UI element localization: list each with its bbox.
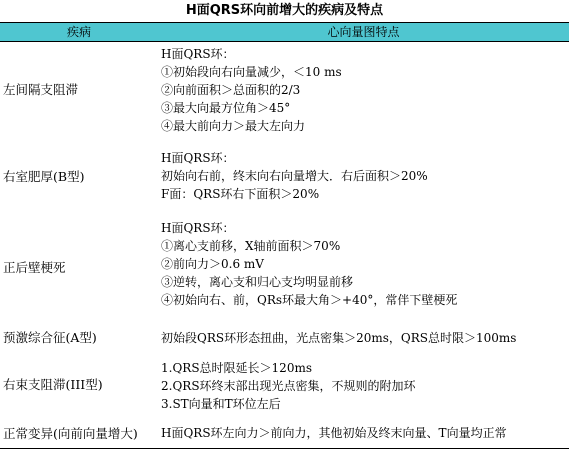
feature-list [161, 45, 342, 135]
table-bottom-rule [0, 448, 569, 449]
feature-line: ②前向力＞0.6 mV [161, 257, 264, 271]
feature-line: ④最大前向力＞最大左向力 [161, 119, 306, 133]
table-title: H面QRS环向前增大的疾病及特点 [185, 3, 384, 18]
feature-line: 2.QRS环终末部出现光点密集，不规则的附加环 [161, 379, 416, 393]
feature-line: 3.ST向量和T环位左后 [161, 397, 281, 411]
feature-line: ②向前面积＞总面积的2/3 [161, 83, 301, 97]
feature-line: H面QRS环： [161, 47, 235, 61]
feature-line: 初始向右前，终末向右向量增大．右后面积＞20% [161, 169, 428, 183]
disease-name: 右室肥厚(B型) [3, 169, 85, 184]
feature-line: 初始段QRS环形态扭曲，光点密集＞20ms，QRS总时限＞100ms [161, 331, 517, 345]
feature-line: 1.QRS总时限延长＞120ms [161, 361, 312, 375]
table-row [0, 356, 569, 414]
disease-name: 左间隔支阻滞 [3, 82, 79, 97]
table-row [0, 144, 569, 214]
feature-line: ③最大向最方位角＞45° [161, 101, 291, 115]
feature-line: H面QRS环左向力＞前向力，其他初始及终末向量、T向量均正常 [161, 426, 507, 440]
feature-list [161, 149, 428, 203]
feature-line: ①初始段向右向量减少，＜10 ms [161, 65, 342, 79]
feature-line: ④初始向右、前，QRs环最大角＞+40°，常伴下壁梗死 [161, 293, 458, 307]
disease-name: 正常变异(向前向量增大) [3, 426, 138, 441]
table-row [0, 326, 569, 352]
header-features: 心向量图特点 [327, 25, 400, 39]
header-disease: 疾病 [66, 25, 91, 39]
table-row [0, 420, 569, 446]
feature-list [161, 424, 507, 442]
feature-list [161, 329, 516, 347]
feature-line: ③逆转，离心支和归心支均明显前移 [161, 275, 354, 289]
disease-name: 右束支阻滞(III型) [3, 377, 103, 392]
feature-line: ①离心支前移，X轴前面积＞70% [161, 239, 341, 253]
table-row [0, 216, 569, 320]
disease-name: 正后壁梗死 [3, 260, 66, 275]
table-header [0, 22, 569, 42]
table-row [0, 42, 569, 140]
feature-line: H面QRS环： [161, 221, 235, 235]
feature-line: F面：QRS环右下面积＞20% [161, 187, 320, 201]
feature-list [161, 219, 457, 309]
disease-name: 预激综合征(A型) [3, 330, 97, 345]
feature-line: H面QRS环： [161, 151, 235, 165]
feature-list [161, 359, 416, 413]
